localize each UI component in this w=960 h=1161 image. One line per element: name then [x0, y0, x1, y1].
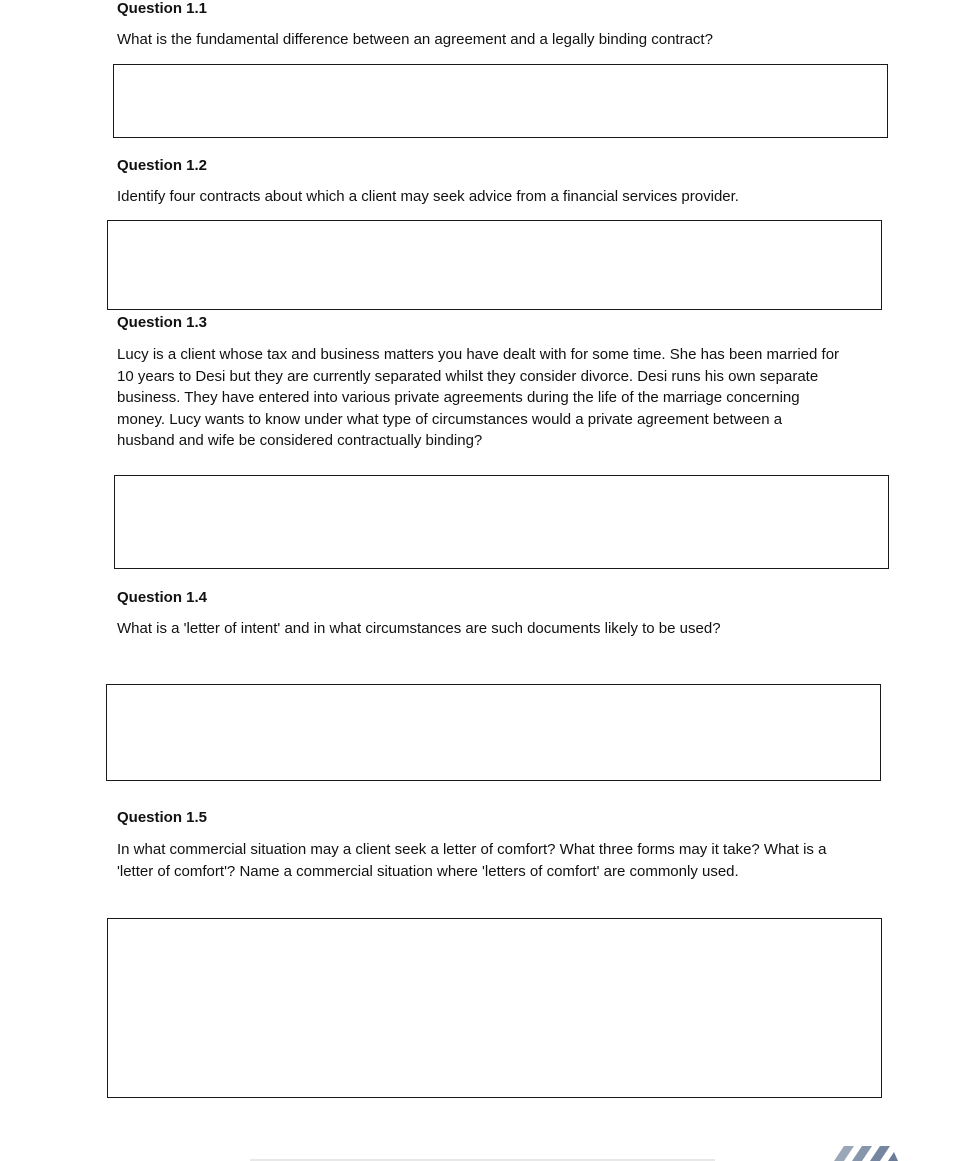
question-1-3-heading: Question 1.3 — [117, 314, 208, 331]
question-1-5-text: In what commercial situation may a client seek a letter of comfort? What three forms may it take? What is a 'letter of comfort'? Name a commercial situation where 'letters of comfort' are commonly used. — [117, 841, 827, 880]
answer-box-1-1[interactable] — [113, 64, 888, 138]
question-1-2-text: Identify four contracts about which a client may seek advice from a financial services provider. — [117, 188, 739, 205]
answer-box-1-4[interactable] — [106, 684, 881, 781]
question-1-4-text: What is a 'letter of intent' and in what circumstances are such documents likely to be used? — [117, 620, 721, 637]
question-1-1-heading: Question 1.1 — [117, 0, 208, 17]
question-1-3-text: Lucy is a client whose tax and business matters you have dealt with for some time. She has been married for 10 years to Desi but they are currently separated whilst they consider divorce. Desi runs his own separate business. They have entered into various private agreements during the life of the marriage concerning money. Lucy wants to know under what type of circumstances would a private agreement between a husband and wife be considered contractually binding? — [117, 346, 840, 449]
logo-icon — [832, 1146, 902, 1161]
question-1-5-heading: Question 1.5 — [117, 809, 208, 826]
question-1-4-heading: Question 1.4 — [117, 589, 208, 606]
answer-box-1-2[interactable] — [107, 220, 882, 310]
answer-box-1-3[interactable] — [114, 475, 889, 569]
question-1-1-text: What is the fundamental difference between an agreement and a legally binding contract? — [117, 31, 713, 48]
answer-box-1-5[interactable] — [107, 918, 882, 1098]
question-1-2-heading: Question 1.2 — [117, 157, 208, 174]
